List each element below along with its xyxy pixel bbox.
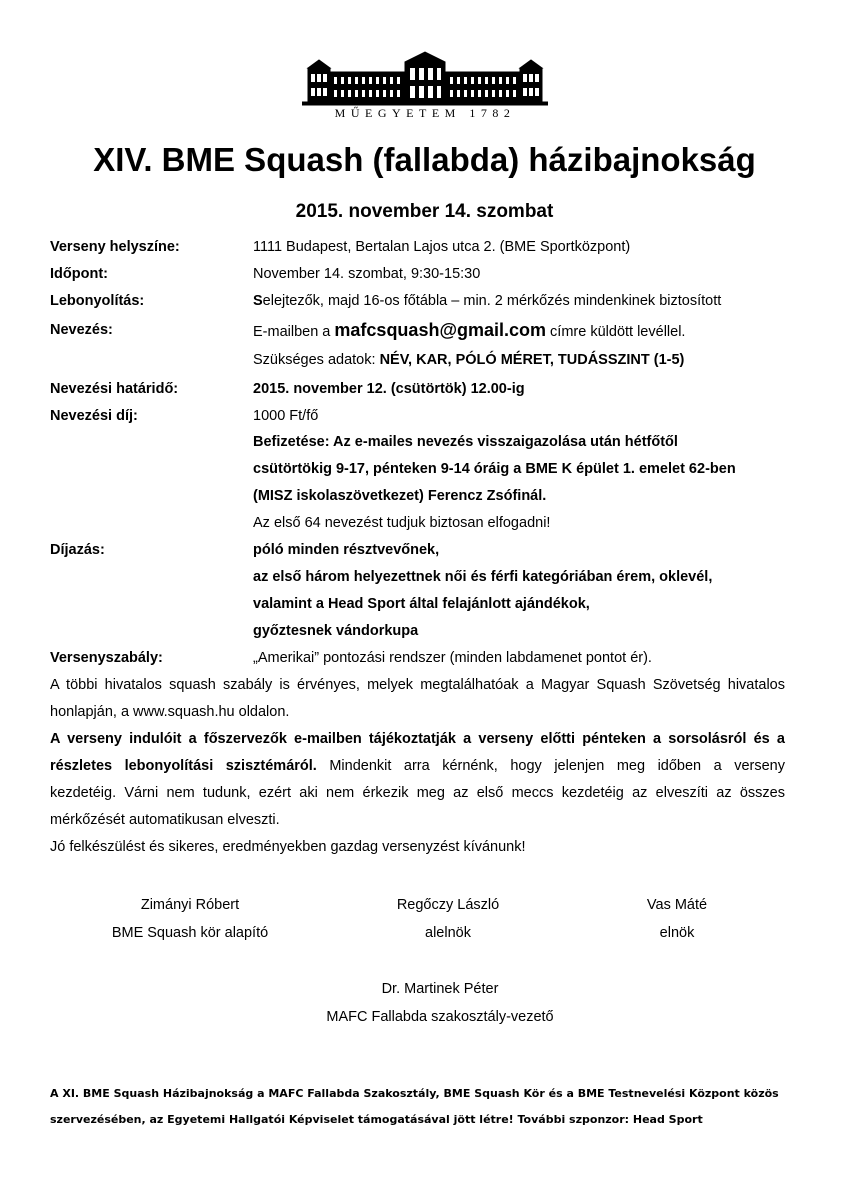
rules-label: Versenyszabály:: [50, 650, 163, 666]
prize-line-1: póló minden résztvevőnek,: [253, 542, 440, 558]
rules-paragraph-line-1: A többi hivatalos squash szabály is érvényes, melyek megtalálhatóak a Magyar Squash Szövetség hivatalos: [50, 677, 785, 693]
first-64-note: Az első 64 nevezést tudjuk biztosan elfogadni!: [253, 515, 551, 531]
signature-4-role: MAFC Fallabda szakosztály-vezető: [326, 1009, 554, 1025]
fee-label: Nevezési díj:: [50, 408, 138, 424]
required-fields: NÉV, KAR, PÓLÓ MÉRET, TUDÁSSZINT (1-5): [379, 352, 685, 368]
info-paragraph-bold: részletes lebonyolítási szisztémáról.: [50, 758, 317, 774]
signature-1-name: Zimányi Róbert: [140, 897, 240, 913]
logo-caption: MŰEGYETEM 1782: [334, 106, 516, 120]
format-value: [253, 291, 721, 311]
info-paragraph-rest: Mindenkit arra kérnénk, hogy jelenjen meg időben a verseny: [316, 758, 785, 774]
payment-line-3: (MISZ iskolaszövetkezet) Ferencz Zsófinál.: [253, 488, 547, 504]
footer-line-2: szervezésében, az Egyetemi Hallgatói Képviselet támogatásával jött létre! További szponzor: Head Sport: [50, 1113, 703, 1126]
required-data: [253, 350, 684, 370]
payment-line-1: Befizetése: Az e-mailes nevezés visszaigazolása után hétfőtől: [253, 434, 678, 450]
venue-value: 1111 Budapest, Bertalan Lajos utca 2. (BME Sportközpont): [253, 239, 631, 255]
required-prefix: Szükséges adatok:: [253, 352, 380, 368]
signature-3-role: elnök: [659, 925, 695, 941]
page-title: XIV. BME Squash (fallabda) házibajnokság: [93, 141, 756, 178]
event-date: 2015. november 14. szombat: [295, 201, 554, 222]
prize-line-3: valamint a Head Sport által felajánlott ajándékok,: [253, 596, 590, 612]
signature-3-name: Vas Máté: [646, 897, 708, 913]
deadline-label: Nevezési határidő:: [50, 381, 179, 397]
format-value-initial: S: [253, 293, 263, 309]
entry-email-link[interactable]: mafcsquash@gmail.com: [334, 320, 547, 340]
signature-4-name: Dr. Martinek Péter: [381, 981, 499, 997]
prize-line-2: az első három helyezettnek női és férfi kategóriában érem, oklevél,: [253, 569, 713, 585]
entry-value: [253, 320, 685, 342]
closing-wish: Jó felkészülést és sikeres, eredményekben gazdag versenyzést kívánunk!: [50, 839, 526, 855]
info-paragraph-line-2: [50, 756, 785, 776]
signature-1-role: BME Squash kör alapító: [111, 925, 269, 941]
payment-line-2: csütörtökig 9-17, pénteken 9-14 óráig a BME K épület 1. emelet 62-ben: [253, 461, 736, 477]
footer-line-1: A XI. BME Squash Házibajnokság a MAFC Fallabda Szakosztály, BME Squash Kör és a BME Testnevelési Központ közös: [50, 1087, 779, 1100]
info-paragraph-line-1: A verseny indulóit a főszervezők e-mailben tájékoztatják a verseny előtti pénteken a sorsolásról és a: [50, 731, 785, 747]
time-value: November 14. szombat, 9:30-15:30: [253, 266, 481, 282]
fee-value: 1000 Ft/fő: [253, 408, 319, 424]
time-label: Időpont:: [50, 266, 108, 282]
prize-label: Díjazás:: [50, 542, 105, 558]
format-label: Lebonyolítás:: [50, 293, 145, 309]
venue-label: Verseny helyszíne:: [50, 239, 180, 255]
entry-prefix: E-mailben a: [253, 324, 335, 340]
info-paragraph-line-4: mérkőzését automatikusan elveszti.: [50, 812, 280, 828]
deadline-value: 2015. november 12. (csütörtök) 12.00-ig: [253, 381, 525, 397]
format-value-rest: elejtezők, majd 16-os főtábla – min. 2 mérkőzés mindenkinek biztosított: [262, 293, 722, 309]
entry-label: Nevezés:: [50, 322, 113, 338]
signature-2-name: Regőczy László: [396, 897, 500, 913]
signature-2-role: alelnök: [425, 925, 471, 941]
info-paragraph-line-3: kezdetéig. Várni nem tudunk, ezért aki nem érkezik meg az első meccs kezdetéig az elveszíti az összes: [50, 785, 785, 801]
rules-value: „Amerikai” pontozási rendszer (minden labdamenet pontot ér).: [253, 650, 652, 666]
rules-paragraph-line-2: honlapján, a www.squash.hu oldalon.: [50, 704, 290, 720]
entry-suffix: címre küldött levéllel.: [546, 324, 686, 340]
prize-line-4: győztesnek vándorkupa: [253, 623, 419, 639]
